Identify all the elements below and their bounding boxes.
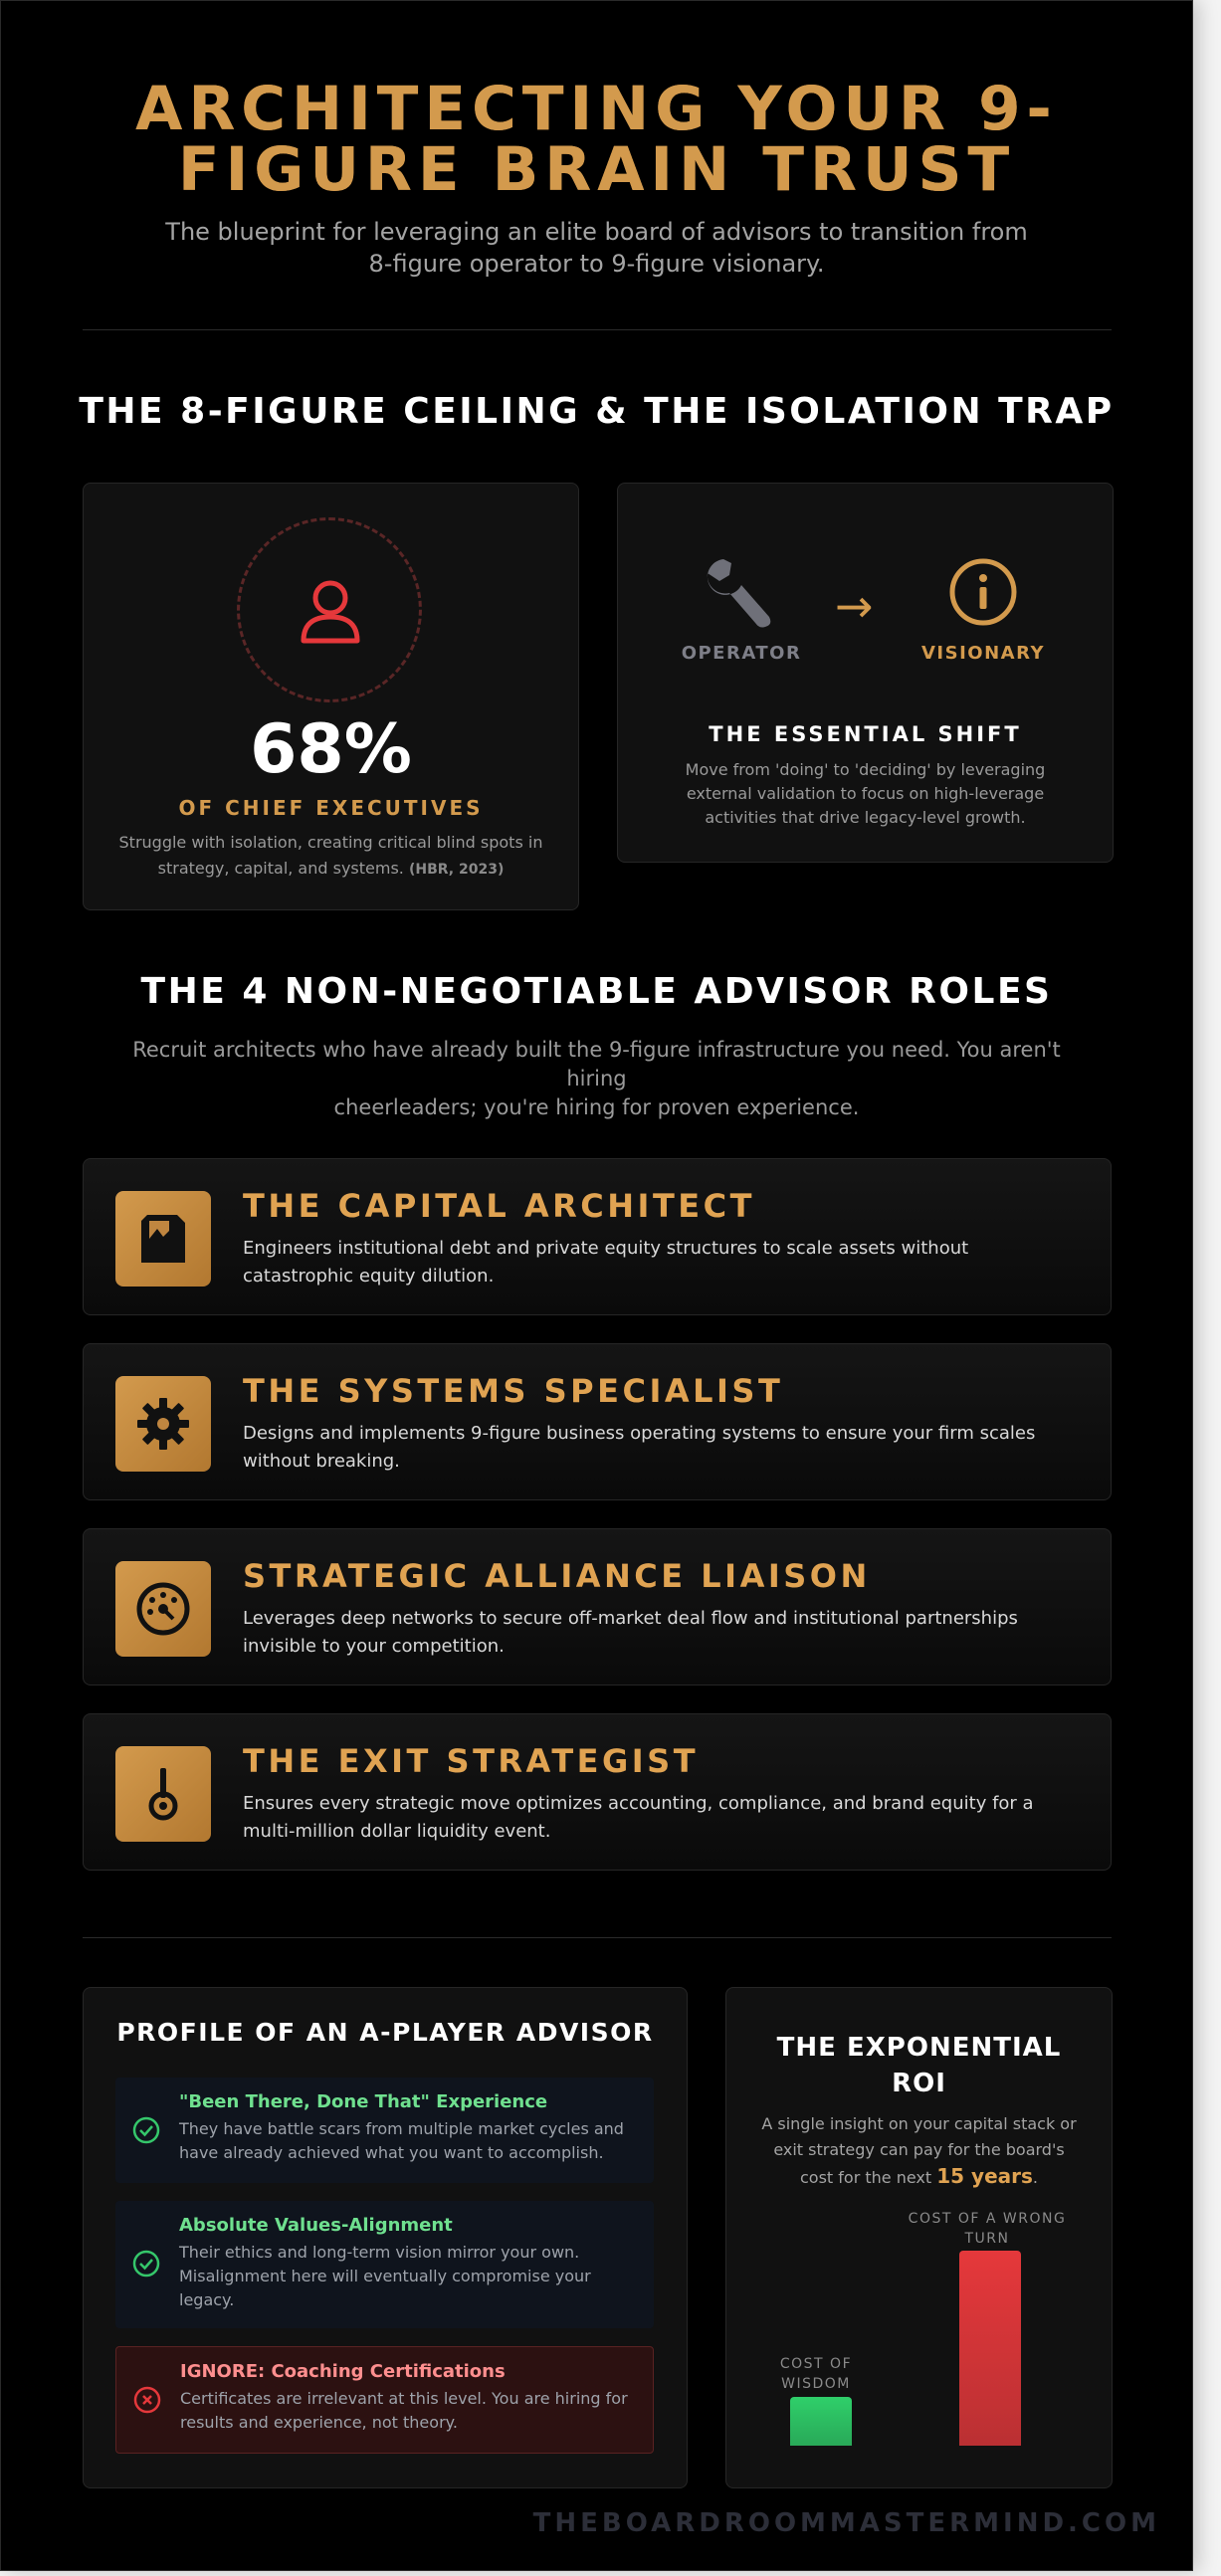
role-desc-line: without breaking. [243, 1451, 400, 1472]
check-circle-icon [131, 2115, 161, 2145]
trait-desc-line: Certificates are irrelevant at this level. You are hiring for [180, 2389, 628, 2408]
trait-desc-line: legacy. [179, 2290, 235, 2309]
shift-desc-line: activities that drive legacy-level growth. [705, 808, 1026, 827]
hero-title-line: FIGURE BRAIN TRUST [177, 134, 1016, 205]
roi-title-line: ROI [892, 2069, 946, 2098]
role-desc-line: invisible to your competition. [243, 1636, 505, 1657]
check-circle-icon [131, 2249, 161, 2279]
operator-label: OPERATOR [681, 643, 802, 664]
role-desc-line: Engineers institutional debt and private equity structures to scale assets without [243, 1238, 969, 1259]
role-icon-tile [115, 1746, 211, 1842]
bar-label-line: TURN [964, 2231, 1010, 2247]
trait-ignore-certifications [115, 2346, 654, 2454]
arrow-icon: → [835, 579, 874, 633]
role-desc-line: catastrophic equity dilution. [243, 1266, 495, 1287]
bar-cost-of-wrong-turn [959, 2251, 1021, 2446]
trait-title: Absolute Values-Alignment [179, 2215, 453, 2236]
hero-subtitle-line: The blueprint for leveraging an elite board of advisors to transition from [165, 218, 1028, 246]
stat-desc-line: Struggle with isolation, creating critical blind spots in [118, 833, 543, 852]
user-icon [300, 579, 361, 645]
hero-title [61, 74, 1132, 205]
ceiling-section-title: THE 8-FIGURE CEILING & THE ISOLATION TRAP [79, 391, 1115, 432]
roi-desc-line: A single insight on your capital stack or [761, 2114, 1077, 2133]
bar-label-line: COST OF [779, 2356, 853, 2372]
roles-section-title: THE 4 NON-NEGOTIABLE ADVISOR ROLES [140, 971, 1053, 1012]
trait-title: "Been There, Done That" Experience [179, 2091, 548, 2112]
bar-label-wrong-turn [906, 2209, 1069, 2249]
essential-shift-card [617, 483, 1114, 863]
roles-subtitle-line: Recruit architects who have already built the 9-figure infrastructure you need. You aren't hiring [132, 1038, 1061, 1090]
role-desc-line: multi-million dollar liquidity event. [243, 1821, 551, 1842]
stat-desc-line: strategy, capital, and systems. [157, 859, 404, 878]
gear-icon [133, 1394, 193, 1454]
hero-subtitle-line: 8-figure operator to 9-figure visionary. [368, 250, 825, 278]
roi-highlight: 15 years [936, 2164, 1033, 2188]
shift-desc-line: external validation to focus on high-leverage [686, 784, 1045, 803]
role-desc-line: Designs and implements 9-figure business operating systems to ensure your firm scales [243, 1423, 1036, 1444]
role-desc-line: Leverages deep networks to secure off-market deal flow and institutional partnerships [243, 1608, 1018, 1629]
role-title: THE SYSTEMS SPECIALIST [243, 1372, 784, 1410]
shift-description [673, 758, 1058, 830]
section-divider [83, 329, 1112, 330]
role-description [243, 1605, 1059, 1661]
shift-title: THE ESSENTIAL SHIFT [709, 722, 1022, 746]
roi-desc-line: exit strategy can pay for the board's [773, 2140, 1065, 2159]
roles-subtitle [101, 1036, 1093, 1122]
bar-cost-of-wisdom [790, 2397, 852, 2446]
hero-subtitle [130, 216, 1063, 280]
roi-desc-punct: . [1032, 2168, 1038, 2187]
roi-desc-line: cost for the next [799, 2168, 937, 2187]
sd-card-icon [133, 1209, 193, 1269]
role-title: STRATEGIC ALLIANCE LIAISON [243, 1557, 871, 1595]
stat-citation: (HBR, 2023) [408, 862, 505, 878]
hero-title-line: ARCHITECTING YOUR 9- [135, 74, 1058, 144]
stat-label: OF CHIEF EXECUTIVES [178, 796, 484, 820]
trait-desc-line: Misalignment here will eventually compromise your [179, 2267, 591, 2285]
shift-desc-line: Move from 'doing' to 'deciding' by leveraging [685, 760, 1046, 779]
role-card-alliance-liaison [83, 1528, 1112, 1685]
role-card-systems-specialist [83, 1343, 1112, 1500]
wrench-icon [702, 555, 779, 633]
trait-values-alignment [115, 2201, 654, 2328]
stat-description [113, 830, 548, 883]
trait-desc-line: have already achieved what you want to accomplish. [179, 2143, 604, 2162]
dial-icon [133, 1579, 193, 1639]
trait-desc-line: results and experience, not theory. [180, 2413, 458, 2432]
trait-title: IGNORE: Coaching Certifications [180, 2361, 506, 2382]
trait-description [179, 2117, 637, 2165]
profile-title: PROFILE OF AN A-PLAYER ADVISOR [116, 2018, 654, 2047]
x-circle-icon [132, 2385, 162, 2415]
isolation-stat-card [83, 483, 579, 910]
role-icon-tile [115, 1561, 211, 1657]
trait-description [179, 2241, 637, 2312]
roi-title-line: THE EXPONENTIAL [776, 2033, 1062, 2063]
footer-brand: THEBOARDROOMMASTERMIND.COM [532, 2508, 1160, 2538]
role-icon-tile [115, 1191, 211, 1287]
role-title: THE CAPITAL ARCHITECT [243, 1187, 755, 1225]
bar-label-wisdom [766, 2354, 866, 2394]
advisor-profile-card [83, 1987, 688, 2488]
role-description [243, 1420, 1059, 1476]
section-divider [83, 1937, 1112, 1938]
trait-desc-line: Their ethics and long-term vision mirror your own. [179, 2243, 580, 2262]
trait-experience [115, 2078, 654, 2183]
role-desc-line: Ensures every strategic move optimizes accounting, compliance, and brand equity for a [243, 1793, 1034, 1814]
role-card-exit-strategist [83, 1713, 1112, 1871]
role-icon-tile [115, 1376, 211, 1472]
role-description [243, 1790, 1059, 1846]
trait-desc-line: They have battle scars from multiple market cycles and [179, 2119, 624, 2138]
bar-label-line: COST OF A WRONG [908, 2211, 1067, 2227]
pendulum-icon [133, 1764, 193, 1824]
info-icon [948, 557, 1018, 627]
roles-subtitle-line: cheerleaders; you're hiring for proven experience. [333, 1095, 860, 1119]
roi-title [746, 2030, 1092, 2101]
role-card-capital-architect [83, 1158, 1112, 1315]
roi-description [756, 2111, 1082, 2191]
roi-card [725, 1987, 1113, 2488]
trait-description [180, 2387, 638, 2435]
stat-value: 68% [250, 710, 412, 789]
visionary-label: VISIONARY [921, 643, 1045, 664]
bar-label-line: WISDOM [781, 2376, 851, 2392]
role-description [243, 1235, 1059, 1290]
role-title: THE EXIT STRATEGIST [243, 1742, 700, 1780]
